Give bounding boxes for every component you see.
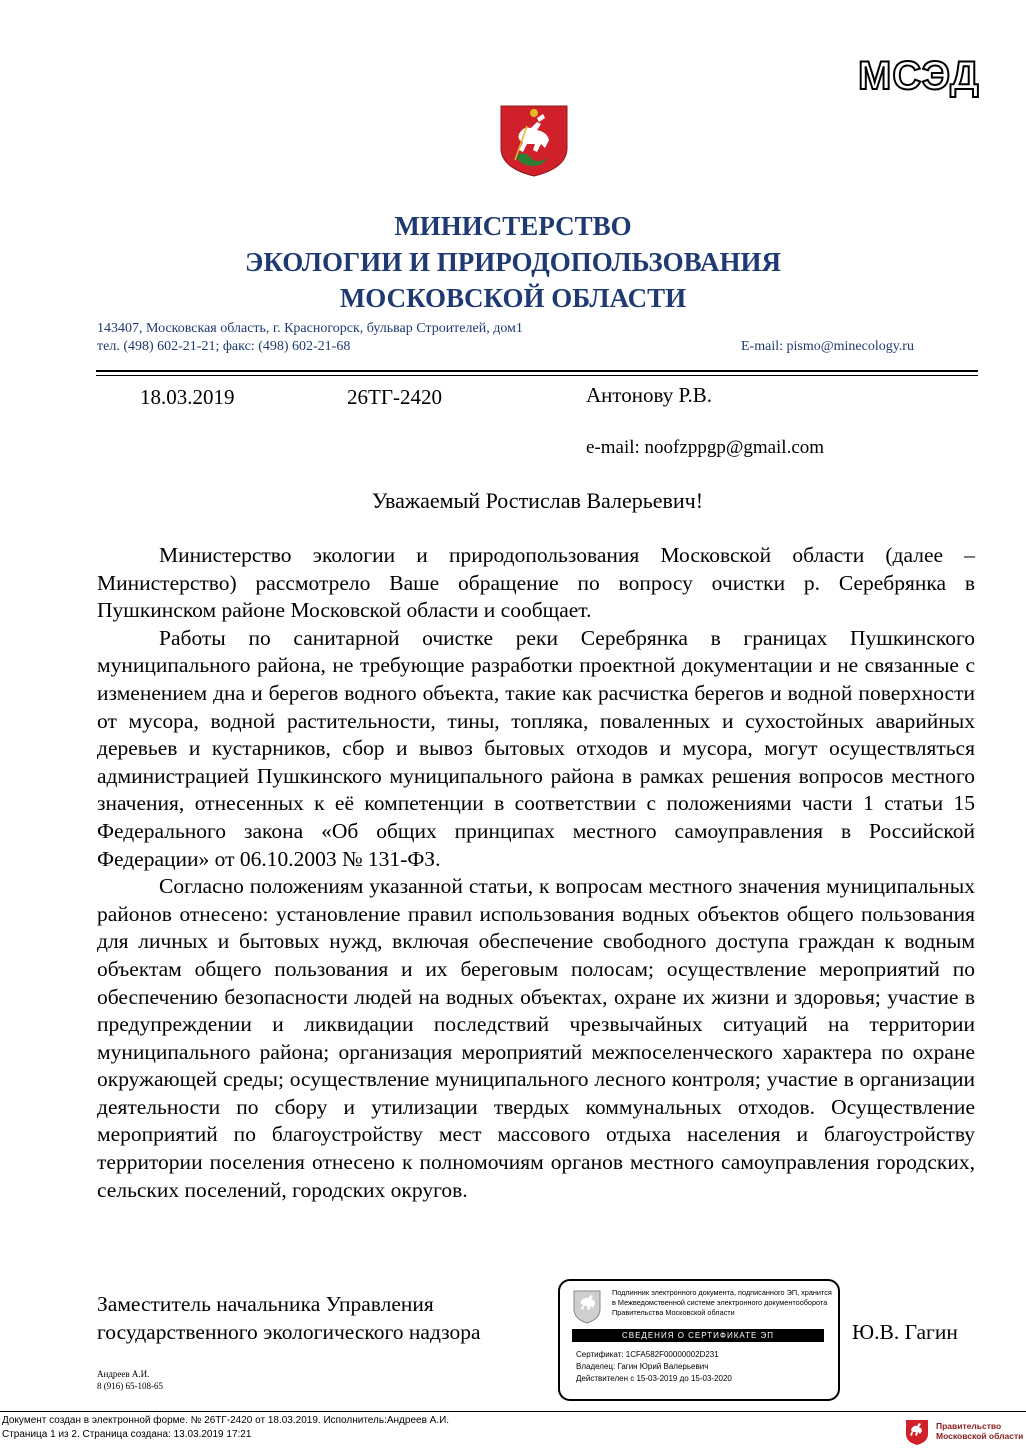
ministry-email: E-mail: pismo@minecology.ru <box>741 339 914 354</box>
salutation: Уважаемый Ростислав Валерьевич! <box>371 488 704 513</box>
government-logo-icon <box>904 1418 930 1446</box>
header-divider-thin <box>96 375 978 376</box>
certificate-serial: Сертификат: 1CFA582F00000002D231 <box>576 1350 719 1359</box>
certificate-note: Подлинник электронного документа, подписанного ЭП, хранится в Межведомственной системе электронного документооборота Правительства Московской области <box>612 1288 832 1317</box>
letter-date: 18.03.2019 <box>140 385 235 409</box>
ministry-title-line2: ЭКОЛОГИИ И ПРИРОДОПОЛЬЗОВАНИЯ <box>245 247 781 277</box>
footer-document-info: Документ создан в электронной форме. № 26ТГ-2420 от 18.03.2019. Исполнитель:Андреев А.И. <box>2 1415 450 1426</box>
signer-name: Ю.В. Гагин <box>852 1320 958 1344</box>
executor-name: Андреев А.И. <box>97 1369 150 1379</box>
signer-position <box>97 1290 481 1346</box>
footer-page-info: Страница 1 из 2. Страница создана: 13.03.2019 17:21 <box>2 1429 252 1440</box>
header-divider <box>96 370 978 372</box>
ministry-title-line3: МОСКОВСКОЙ ОБЛАСТИ <box>339 283 687 313</box>
certificate-validity: Действителен с 15-03-2019 до 15-03-2020 <box>576 1374 732 1383</box>
e-signature-certificate <box>558 1279 840 1401</box>
certificate-header-bar: СВЕДЕНИЯ О СЕРТИФИКАТЕ ЭП <box>572 1329 824 1342</box>
letter-paragraph: Министерство экологии и природопользования Московской области (далее – Министерство) рассмотрело Ваше обращение по вопросу очистки р. Серебрянка в Пушкинском районе Московской области и сообщает. <box>97 543 975 623</box>
ministry-phones: тел. (498) 602-21-21; факс: (498) 602-21-68 <box>97 339 351 354</box>
moscow-region-emblem-icon <box>497 104 571 178</box>
recipient-name: Антонову Р.В. <box>586 383 713 407</box>
signer-position-line1: Заместитель начальника Управления <box>97 1292 434 1316</box>
signer-position-line2: государственного экологического надзора <box>97 1320 481 1344</box>
ministry-title-line1: МИНИСТЕРСТВО <box>394 211 632 241</box>
government-logo-text <box>936 1421 1023 1441</box>
letter-body <box>97 542 975 1204</box>
coat-of-arms-icon <box>572 1289 602 1325</box>
letter-paragraph: Работы по санитарной очистке реки Серебрянка в границах Пушкинского муниципального района, не требующие разработки проектной документации и не связанные с изменением дна и берегов водного объекта, такие как расчистка берегов и водной поверхности от мусора, водной растительности, тины, топляка, поваленных и сухостойных аварийных деревьев и кустарников, сбор и вывоз бытовых отходов и мусора, могут осуществляться администрацией Пушкинского муниципального района в рамках решения вопросов местного значения, отнесенных к её компетенции в соответствии с положениями части 1 статьи 15 Федерального закона «Об общих принципах местного самоуправления в Российской Федерации» от 06.10.2003 № 131-ФЗ. <box>97 625 975 871</box>
letter-paragraph: Согласно положениям указанной статьи, к вопросам местного значения муниципальных районов отнесено: установление правил использования водных объектов общего пользования для личных и бытовых нужд, включая обеспечение свободного доступа граждан к водным объектам общего пользования и их береговым полосам; осуществление мероприятий по обеспечению безопасности людей на водных объектах, охране их жизни и здоровья; участие в предупреждении и ликвидации последствий чрезвычайных ситуаций на территории муниципального района; организация мероприятий межпоселенческого характера по охране окружающей среды; осуществление муниципального лесного контроля; участие в организации деятельности по сбору и утилизации твердых коммунальных отходов. Осуществление мероприятий по благоустройству мест массового отдыха населения и благоустройству территории поселения отнесено к полномочиям органов местного самоуправления городских, сельских поселений, городских округов. <box>97 874 975 1202</box>
ministry-address: 143407, Московская область, г. Красногорск, бульвар Строителей, дом1 <box>97 321 523 336</box>
government-logo-line1: Правительство <box>936 1421 1002 1431</box>
msed-stamp: МСЭД <box>858 54 980 98</box>
recipient-email: e-mail: noofzppgp@gmail.com <box>586 437 825 458</box>
government-logo-line2: Московской области <box>936 1431 1024 1441</box>
footer-divider <box>0 1411 1026 1412</box>
letter-number: 26ТГ-2420 <box>347 385 442 409</box>
certificate-owner: Владелец: Гагин Юрий Валерьевич <box>576 1362 709 1371</box>
executor-phone: 8 (916) 65-108-65 <box>97 1381 163 1391</box>
